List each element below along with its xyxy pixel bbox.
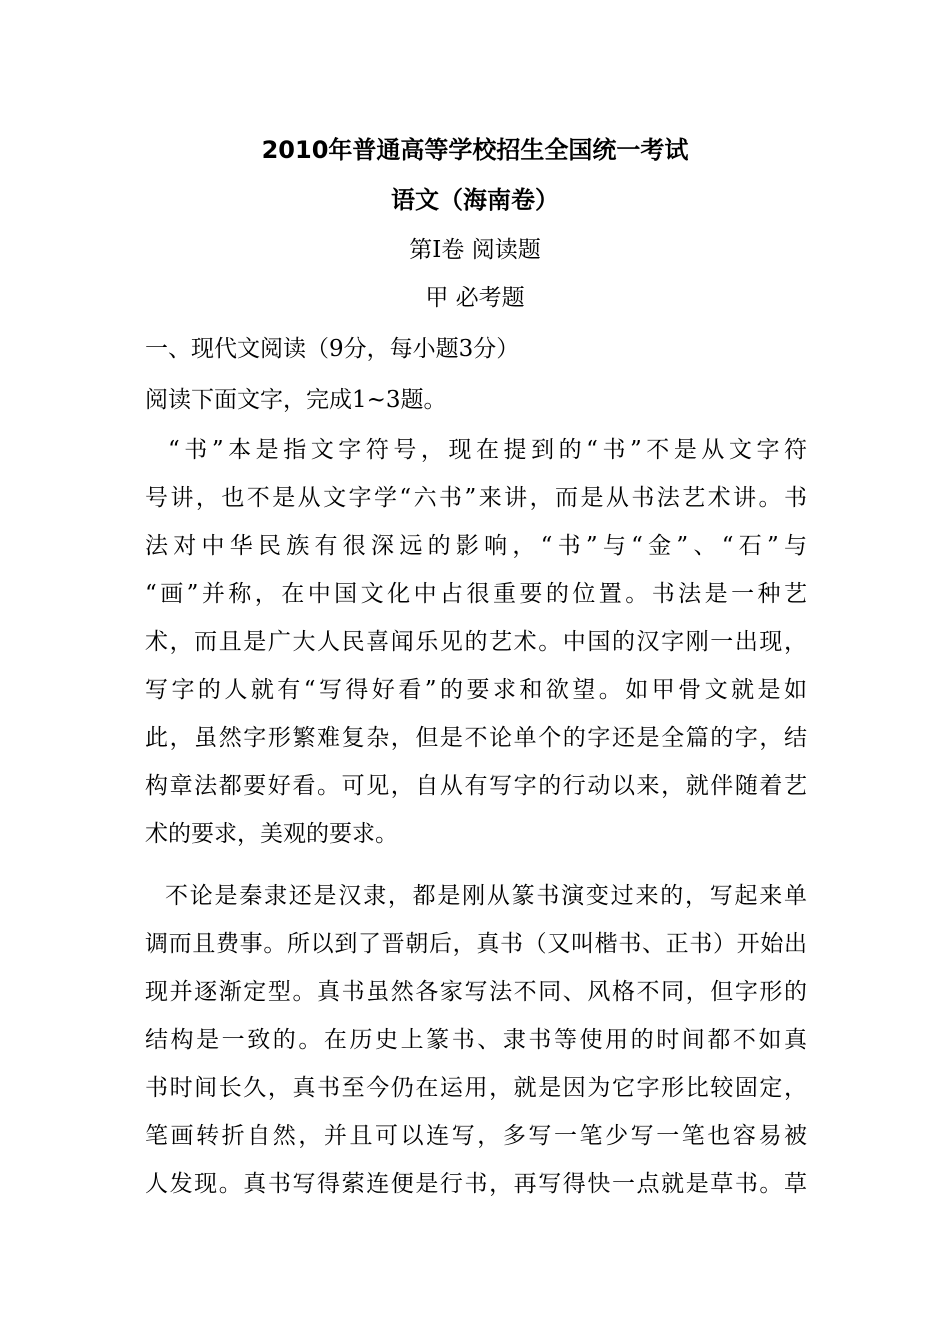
paragraph-line: 术，而且是广大人民喜闻乐见的艺术。中国的汉字刚一出现， xyxy=(145,629,807,655)
paragraph-line: 调而且费事。所以到了晋朝后，真书（又叫楷书、正书）开始出 xyxy=(145,931,807,957)
volume-label: 第I卷 阅读题 xyxy=(409,237,541,263)
paragraph-line: 术的要求，美观的要求。 xyxy=(145,821,398,847)
paragraph-line: 不论是秦隶还是汉隶，都是刚从篆书演变过来的，写起来单 xyxy=(165,883,807,909)
reading-instruction: 阅读下面文字，完成1~3题。 xyxy=(145,387,447,413)
paragraph-line: 号讲，也不是从文字学“六书”来讲，而是从书法艺术讲。书 xyxy=(145,485,807,511)
paragraph-line: 人发现。真书写得萦连便是行书，再写得快一点就是草书。草 xyxy=(145,1171,807,1197)
paragraph-line: 笔画转折自然，并且可以连写，多写一笔少写一笔也容易被 xyxy=(145,1123,807,1149)
exam-title: 2010年普通高等学校招生全国统一考试 xyxy=(261,136,689,164)
section-heading: 一、现代文阅读（9分，每小题3分） xyxy=(145,336,520,362)
paragraph-line: 现并逐渐定型。真书虽然各家写法不同、风格不同，但字形的 xyxy=(145,979,807,1005)
part-label: 甲 必考题 xyxy=(425,285,525,311)
paragraph-line: 此，虽然字形繁难复杂，但是不论单个的字还是全篇的字，结 xyxy=(145,725,807,751)
paragraph-line: 写字的人就有“写得好看”的要求和欲望。如甲骨文就是如 xyxy=(145,677,807,703)
paragraph-line: 书时间长久，真书至今仍在运用，就是因为它字形比较固定， xyxy=(145,1075,807,1101)
paragraph-line: 构章法都要好看。可见，自从有写字的行动以来，就伴随着艺 xyxy=(145,773,807,799)
paragraph-1 xyxy=(145,426,807,858)
paragraph-line: 结构是一致的。在历史上篆书、隶书等使用的时间都不如真 xyxy=(145,1027,807,1053)
paragraph-line: “书”本是指文字符号，现在提到的“书”不是从文字符 xyxy=(168,437,807,463)
paragraph-line: 法对中华民族有很深远的影响，“书”与“金”、“石”与 xyxy=(145,533,807,559)
paragraph-2 xyxy=(145,872,807,1208)
exam-subtitle: 语文（海南卷） xyxy=(391,186,559,214)
paragraph-line: “画”并称，在中国文化中占很重要的位置。书法是一种艺 xyxy=(145,581,807,607)
